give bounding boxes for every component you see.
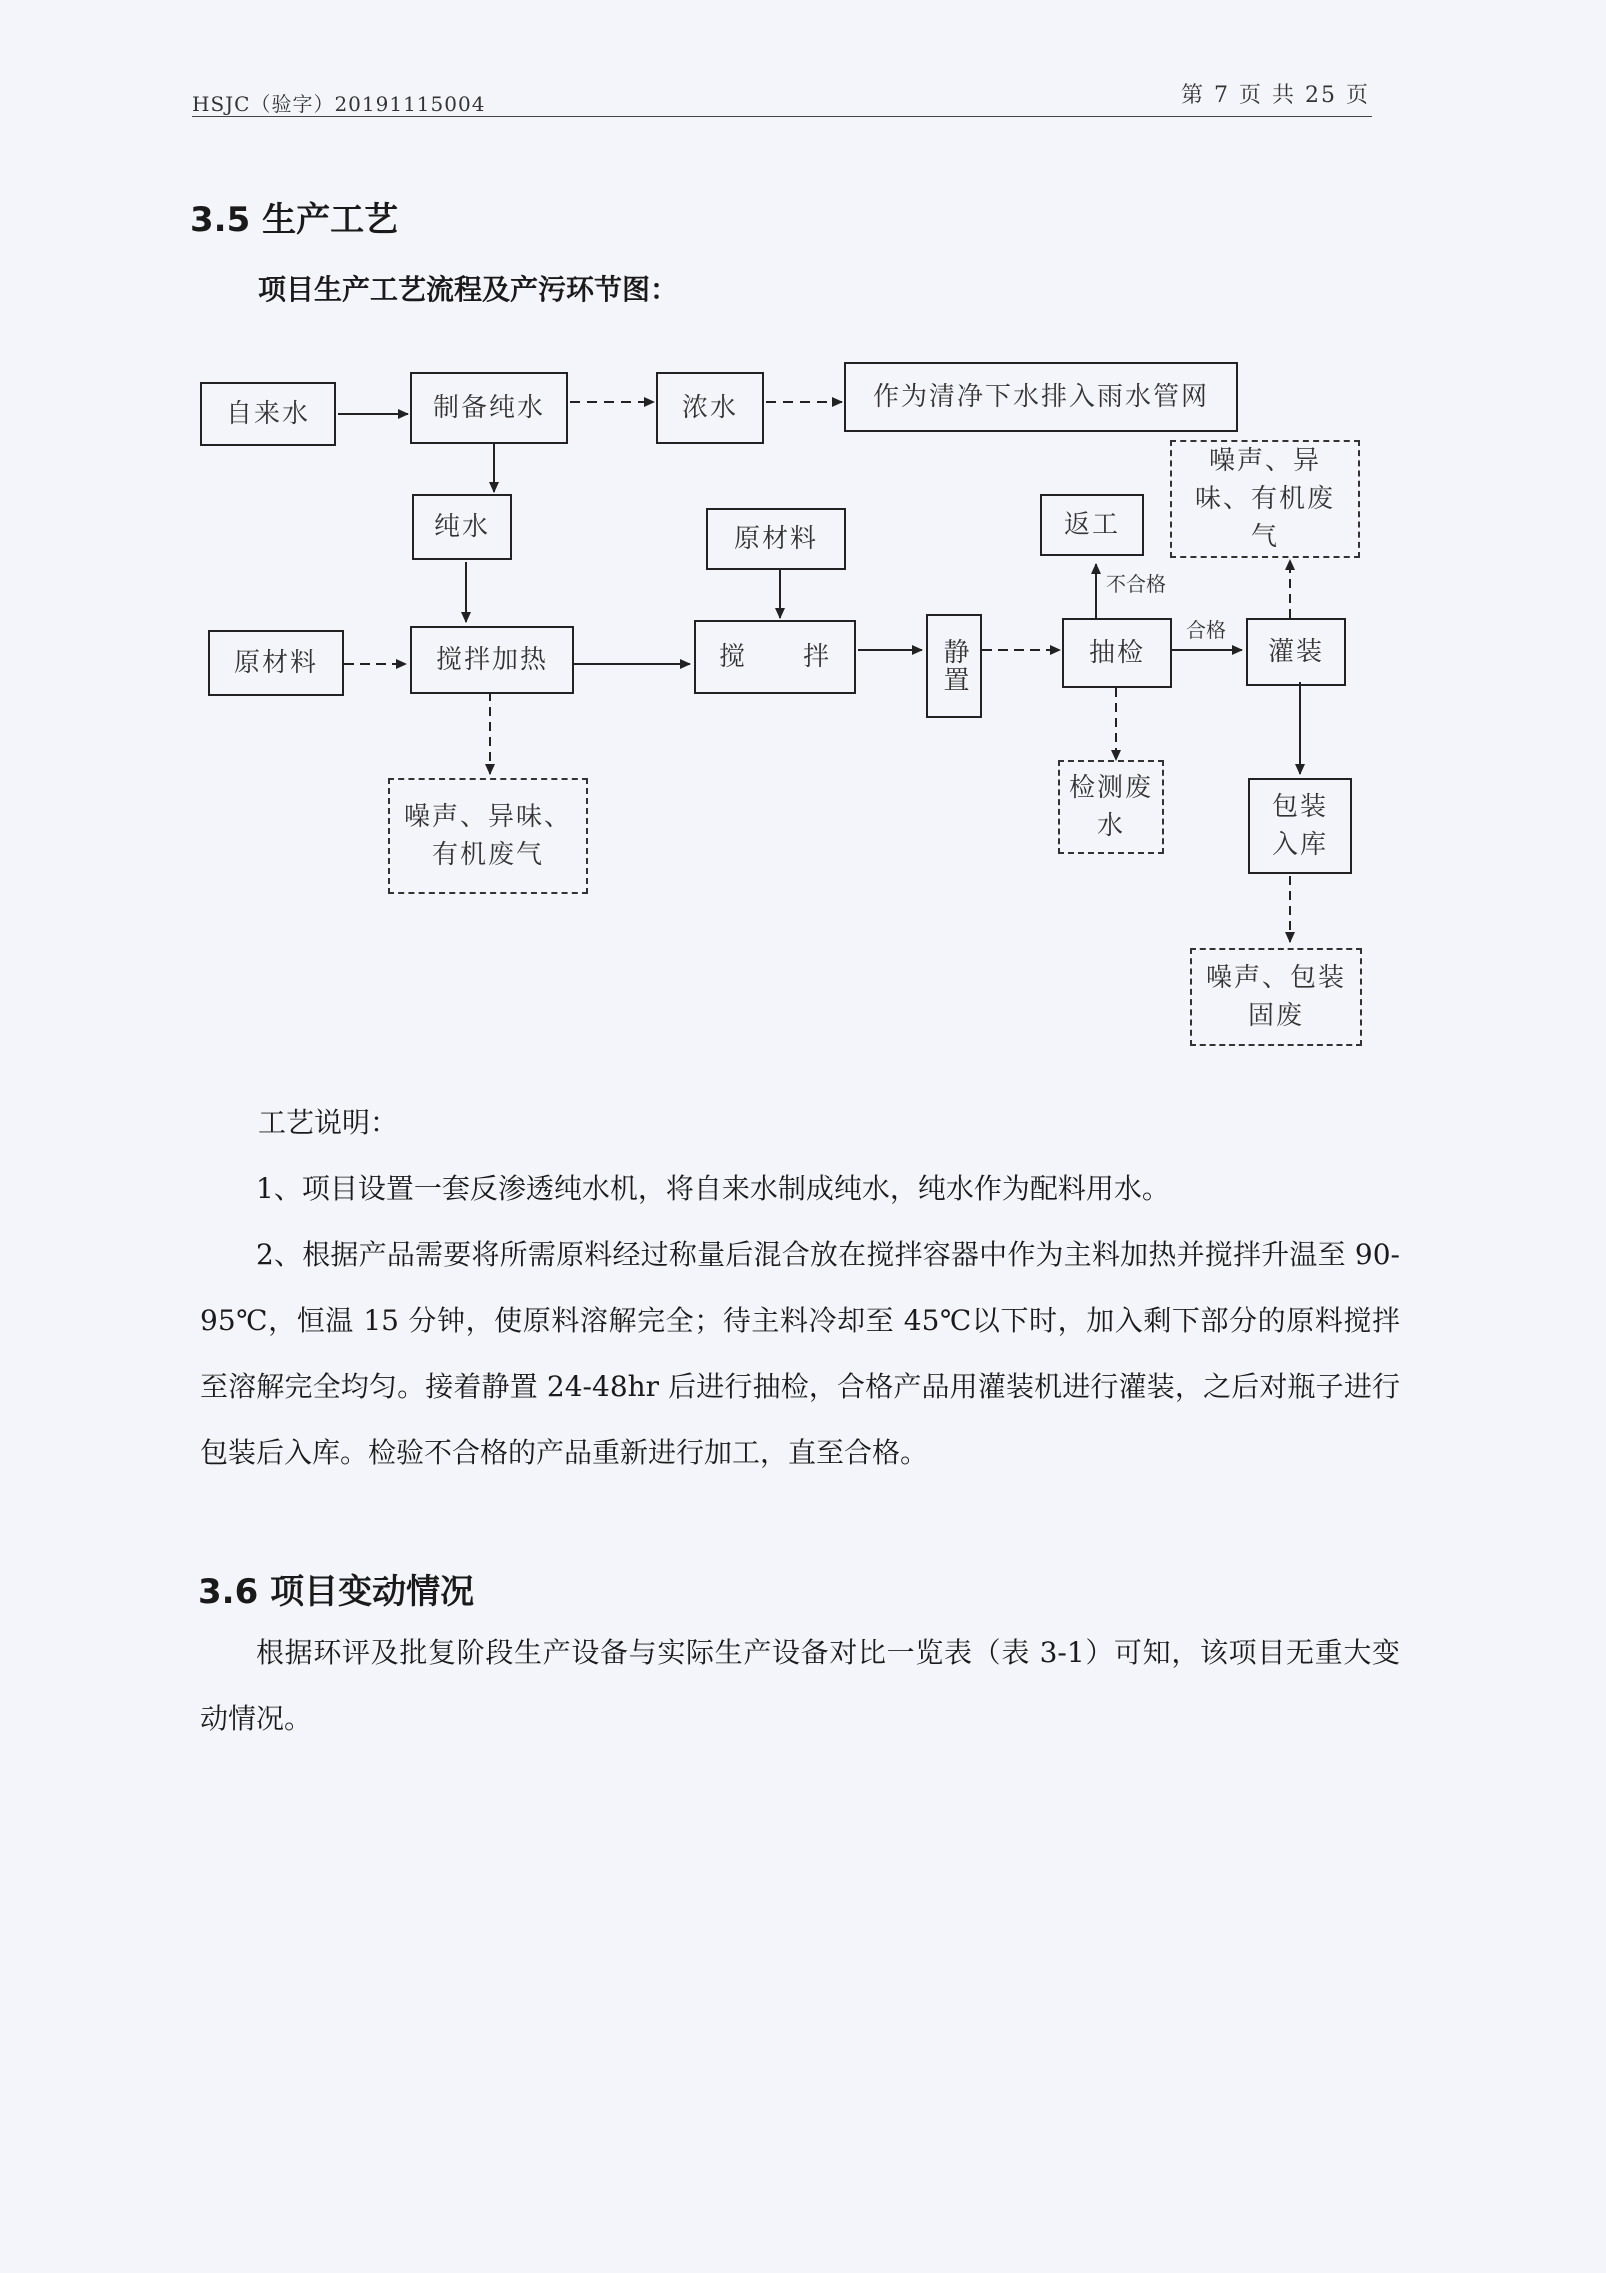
process-paragraph-2: 2、根据产品需要将所需原料经过称量后混合放在搅拌容器中作为主料加热并搅拌升温至 90-95℃，恒温 15 分钟，使原料溶解完全；待主料冷却至 45℃以下时，加入剩下部分的原料搅拌至溶解完全均匀。接着静置 24-48hr 后进行抽检，合格产品用灌装机进行灌装，之后对瓶子进行包装后入库。检验不合格的产品重新进行加工，直至合格。 bbox=[200, 1238, 1400, 1469]
flowchart-arrows bbox=[0, 350, 1606, 1070]
box-emission-fill: 噪声、异味、有机废气 bbox=[1170, 440, 1360, 558]
settle-label: 静置 bbox=[939, 638, 969, 694]
process-paragraph-1: 1、项目设置一套反渗透纯水机，将自来水制成纯水，纯水作为配料用水。 bbox=[256, 1172, 1170, 1205]
box-pack-store: 包装入库 bbox=[1248, 778, 1352, 874]
label-unqualified: 不合格 bbox=[1106, 572, 1166, 596]
section-3-6-title: 3.6 项目变动情况 bbox=[198, 1572, 475, 1612]
box-emission-pack: 噪声、包装固废 bbox=[1190, 948, 1362, 1046]
box-discharge: 作为清净下水排入雨水管网 bbox=[844, 362, 1238, 432]
box-pure-water: 纯水 bbox=[412, 494, 512, 560]
box-raw-material: 原材料 bbox=[208, 630, 344, 696]
box-rework: 返工 bbox=[1040, 494, 1144, 556]
box-inspect: 抽检 bbox=[1062, 618, 1172, 688]
header-rule bbox=[192, 116, 1372, 117]
box-fill: 灌装 bbox=[1246, 618, 1346, 686]
label-qualified: 合格 bbox=[1186, 618, 1226, 642]
box-make-pure-water: 制备纯水 bbox=[410, 372, 568, 444]
box-concentrate: 浓水 bbox=[656, 372, 764, 444]
process-heading: 工艺说明： bbox=[258, 1106, 399, 1139]
box-test-wastewater: 检测废水 bbox=[1058, 760, 1164, 854]
box-tap-water: 自来水 bbox=[200, 382, 336, 446]
box-settle bbox=[926, 614, 982, 718]
change-paragraph: 根据环评及批复阶段生产设备与实际生产设备对比一览表（表 3-1）可知，该项目无重大变动情况。 bbox=[200, 1636, 1400, 1735]
page-number: 第 7 页 共 25 页 bbox=[1181, 83, 1370, 108]
section-3-5-title: 3.5 生产工艺 bbox=[190, 200, 399, 240]
box-aux-material: 原材料 bbox=[706, 508, 846, 570]
box-stir: 搅 拌 bbox=[694, 620, 856, 694]
flowchart-caption: 项目生产工艺流程及产污环节图： bbox=[258, 273, 679, 306]
box-stir-heat: 搅拌加热 bbox=[410, 626, 574, 694]
box-emission-stir: 噪声、异味、有机废气 bbox=[388, 778, 588, 894]
document-number: HSJC（验字）2019111500​4 bbox=[192, 92, 486, 116]
